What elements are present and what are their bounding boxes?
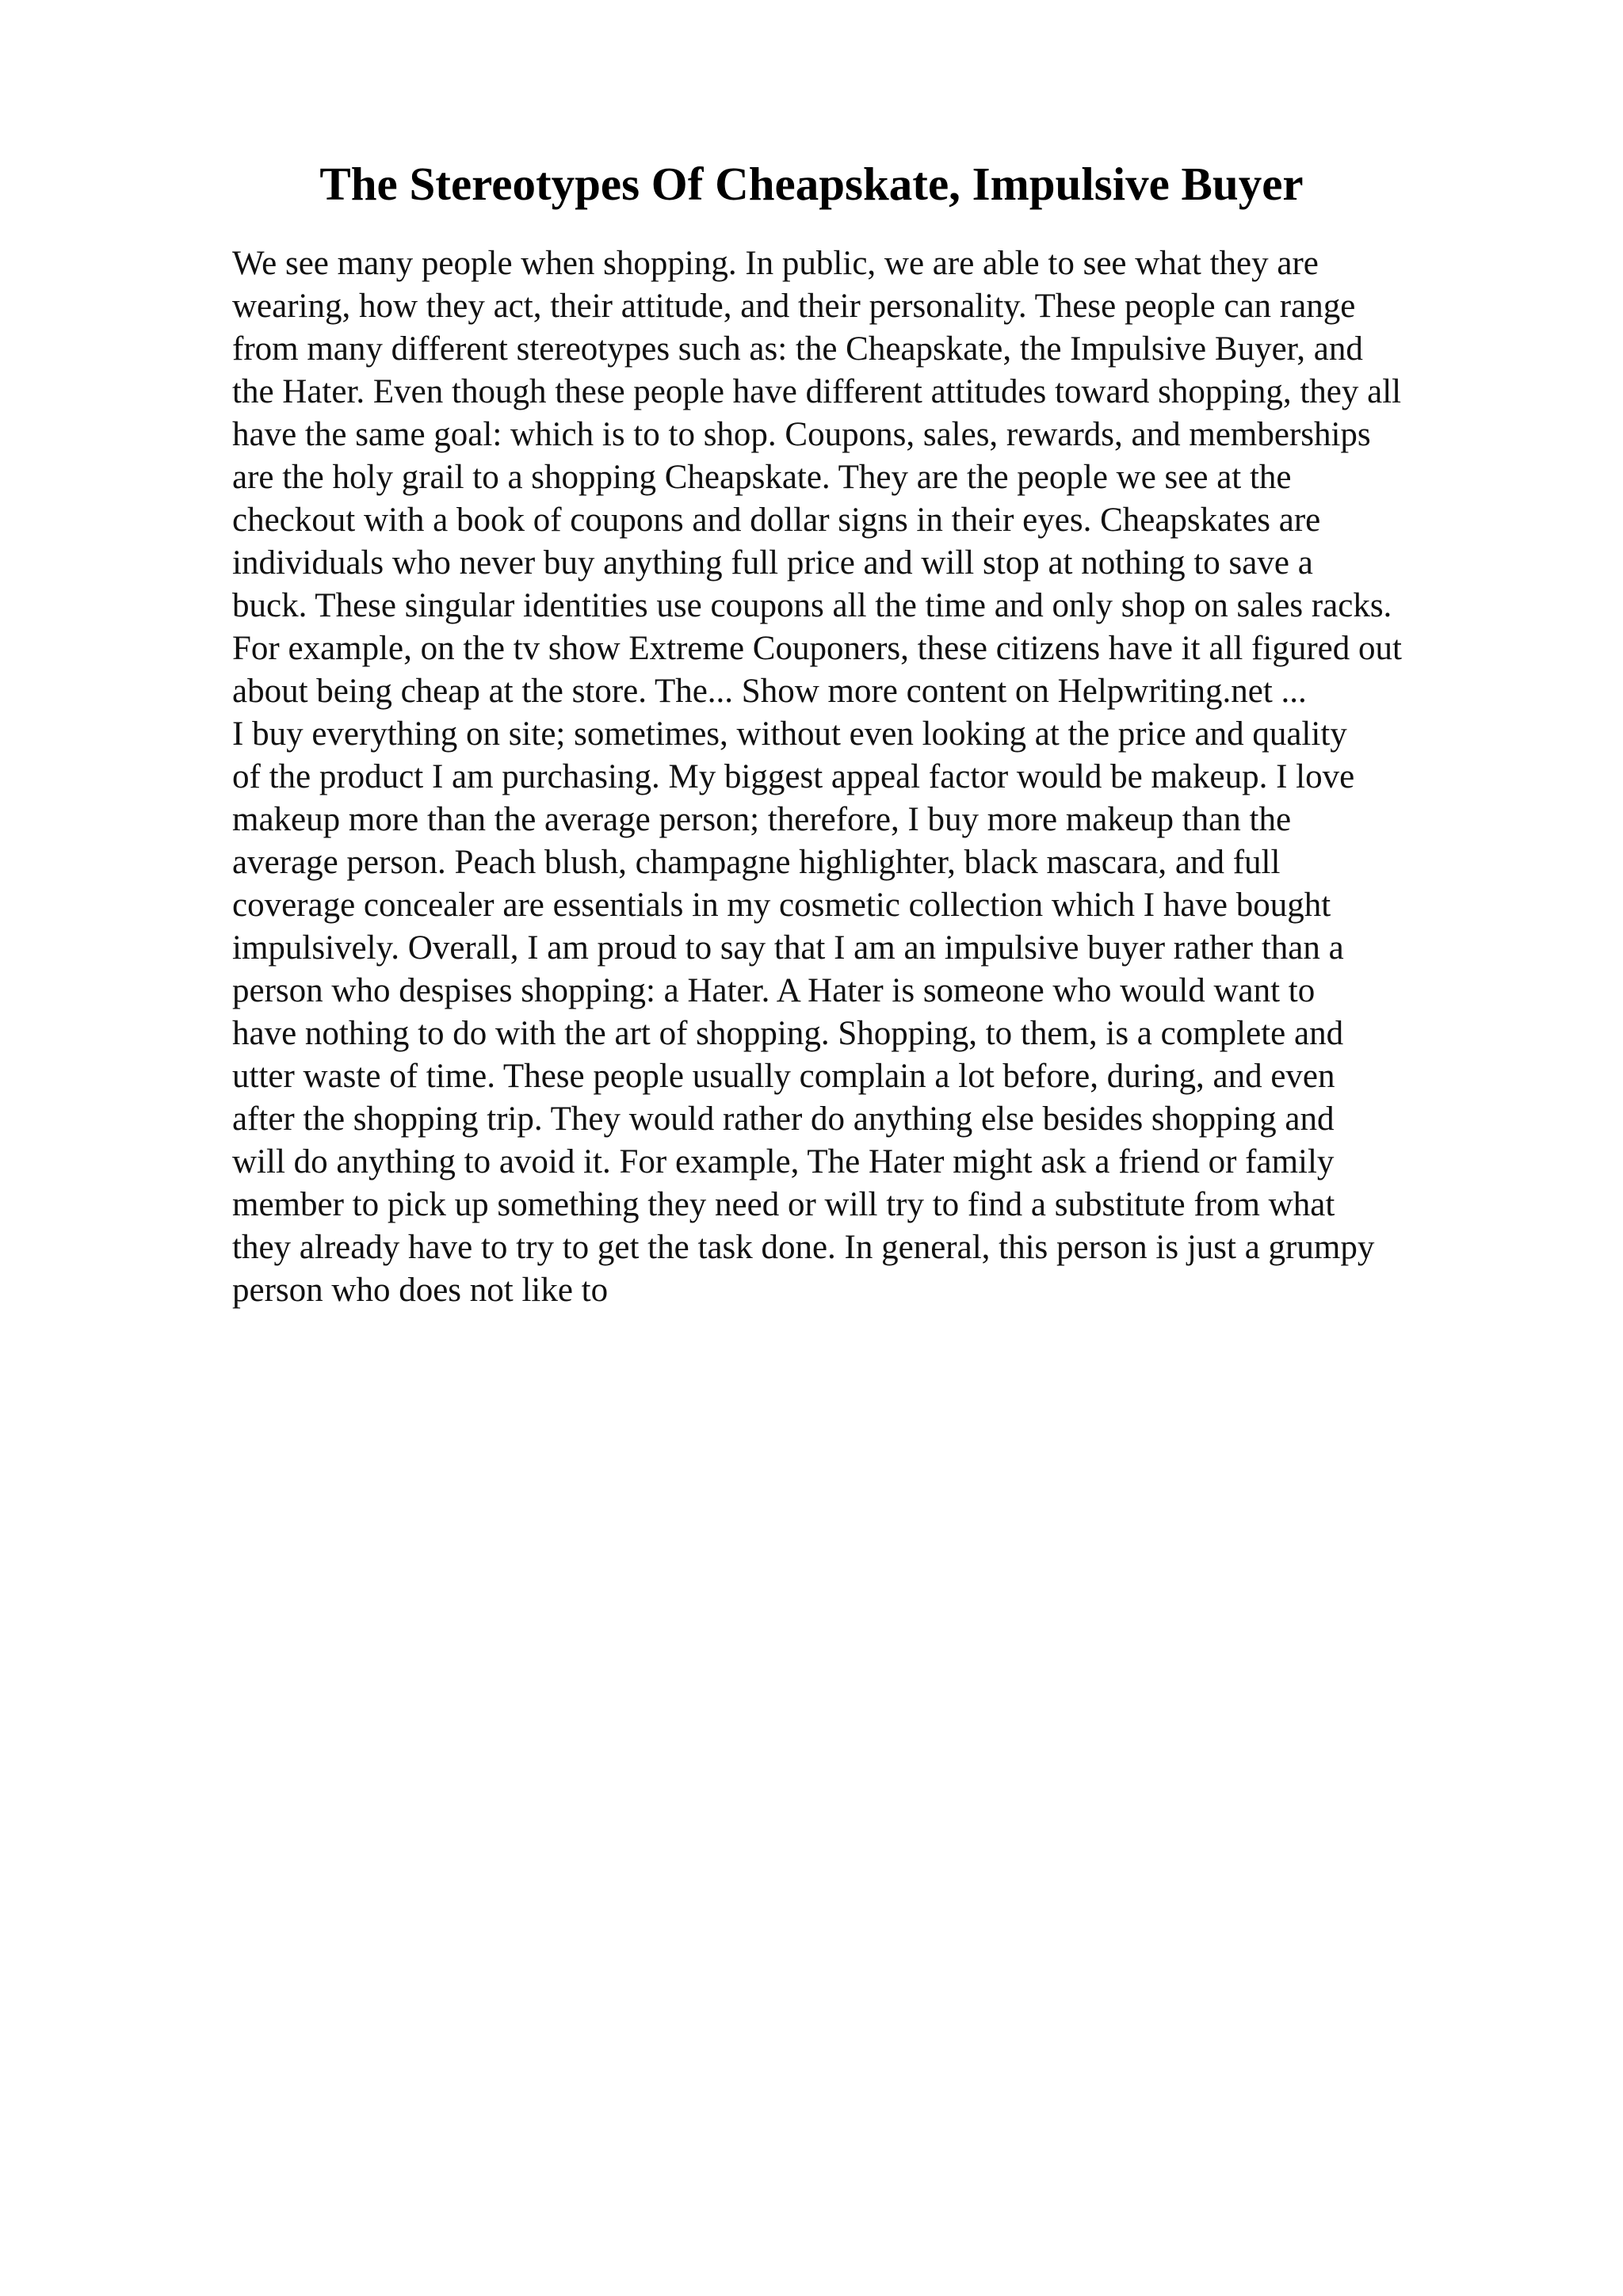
body-line: are the holy grail to a shopping Cheapskate. They are the people we see at the — [232, 459, 1292, 496]
body-line: of the product I am purchasing. My biggest appeal factor would be makeup. I love — [232, 758, 1355, 795]
body-line: wearing, how they act, their attitude, and their personality. These people can range — [232, 288, 1356, 325]
body-line: I buy everything on site; sometimes, without even looking at the price and quality — [232, 715, 1347, 753]
body-line: member to pick up something they need or will try to find a substitute from what — [232, 1186, 1335, 1223]
body-line: the Hater. Even though these people have different attitudes toward shopping, they all — [232, 373, 1402, 410]
body-line: For example, on the tv show Extreme Couponers, these citizens have it all figured out — [232, 630, 1402, 667]
body-line: individuals who never buy anything full price and will stop at nothing to save a — [232, 544, 1313, 582]
body-line: impulsively. Overall, I am proud to say that I am an impulsive buyer rather than a — [232, 929, 1344, 967]
body-line: We see many people when shopping. In public, we are able to see what they are — [232, 245, 1319, 282]
body-line: coverage concealer are essentials in my cosmetic collection which I have bought — [232, 887, 1331, 924]
body-line: after the shopping trip. They would rather do anything else besides shopping and — [232, 1100, 1335, 1138]
body-line: person who despises shopping: a Hater. A Hater is someone who would want to — [232, 972, 1316, 1009]
document-title: The Stereotypes Of Cheapskate, Impulsive Buyer — [319, 158, 1304, 210]
body-line: have nothing to do with the art of shopping. Shopping, to them, is a complete and — [232, 1015, 1344, 1052]
body-line: checkout with a book of coupons and dollar signs in their eyes. Cheapskates are — [232, 502, 1321, 539]
body-line: person who does not like to — [232, 1272, 609, 1309]
document-body — [232, 242, 1532, 1312]
body-line: buck. These singular identities use coupons all the time and only shop on sales racks. — [232, 587, 1392, 624]
body-line: about being cheap at the store. The... Show more content on Helpwriting.net ... — [232, 673, 1307, 710]
body-line: from many different stereotypes such as: the Cheapskate, the Impulsive Buyer, and — [232, 330, 1363, 368]
body-line: will do anything to avoid it. For example, The Hater might ask a friend or family — [232, 1143, 1335, 1180]
body-line: average person. Peach blush, champagne highlighter, black mascara, and full — [232, 844, 1281, 881]
body-line: they already have to try to get the task done. In general, this person is just a grumpy — [232, 1229, 1375, 1266]
body-line: utter waste of time. These people usually complain a lot before, during, and even — [232, 1058, 1335, 1095]
body-line: have the same goal: which is to to shop. Coupons, sales, rewards, and memberships — [232, 416, 1371, 453]
body-line: makeup more than the average person; therefore, I buy more makeup than the — [232, 801, 1292, 838]
